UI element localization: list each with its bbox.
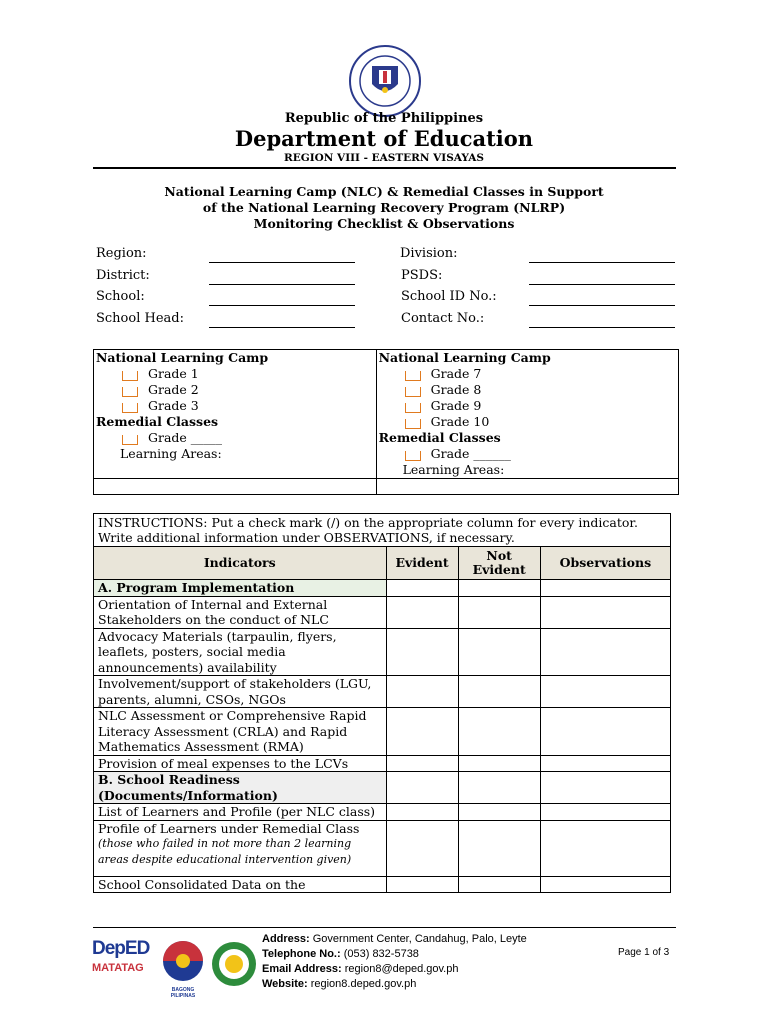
footer-divider (93, 927, 676, 928)
not-evident-cell[interactable] (458, 580, 540, 597)
remedial-left-grade-label: Grade _____ (148, 430, 223, 445)
footer-phone-line (262, 947, 527, 962)
grade-8-option[interactable] (379, 382, 676, 398)
nlc-grade-table (93, 349, 679, 495)
grade-3-option[interactable] (96, 398, 374, 414)
grade-8-label: Grade 8 (430, 382, 482, 397)
bagong-pilipinas-text: BAGONG PILIPINAS (170, 987, 196, 999)
nlc-left-cell (94, 350, 377, 479)
email-label: Email Address: (262, 963, 342, 975)
title-line-2: of the National Learning Recovery Program (NLRP) (202, 200, 566, 215)
address-label: Address: (262, 933, 310, 945)
col-observations: Observations (540, 547, 670, 580)
nlc-right-cell (376, 350, 678, 479)
grade-3-checkbox[interactable] (122, 403, 138, 413)
col-not-evident: Not Evident (458, 547, 540, 580)
bagong-pilipinas-emblem (160, 939, 206, 983)
instructions-text: INSTRUCTIONS: Put a check mark (/) on the appropriate column for every indicator. Write additional information under OBSERVATIONS, if necessary. (94, 514, 671, 547)
learning-areas-right-blank[interactable] (376, 479, 678, 495)
region-heading: REGION VIII - EASTERN VISAYAS (284, 152, 484, 164)
school-input-line[interactable] (209, 305, 355, 306)
not-evident-cell[interactable] (458, 708, 540, 756)
grade-2-checkbox[interactable] (122, 387, 138, 397)
grade-10-label: Grade 10 (430, 414, 490, 429)
evident-cell[interactable] (386, 876, 458, 893)
evident-cell[interactable] (386, 755, 458, 772)
evident-cell[interactable] (386, 596, 458, 628)
nlc-left-heading: National Learning Camp (96, 350, 269, 365)
remedial-left-grade-option[interactable] (96, 430, 374, 446)
grade-9-checkbox[interactable] (405, 403, 421, 413)
col-evident: Evident (386, 547, 458, 580)
observations-cell[interactable] (540, 628, 670, 676)
col-indicators: Indicators (94, 547, 387, 580)
observations-cell[interactable] (540, 820, 670, 876)
observations-cell[interactable] (540, 876, 670, 893)
not-evident-cell[interactable] (458, 876, 540, 893)
grade-7-checkbox[interactable] (405, 371, 421, 381)
not-evident-cell[interactable] (458, 755, 540, 772)
district-label: District: (96, 268, 150, 283)
bagong-pilipinas-logo (160, 939, 210, 999)
grade-8-checkbox[interactable] (405, 387, 421, 397)
not-evident-cell[interactable] (458, 628, 540, 676)
indicator-a5: Provision of meal expenses to the LCVs (94, 755, 387, 772)
address-value: Government Center, Candahug, Palo, Leyte (312, 933, 527, 945)
not-evident-cell[interactable] (458, 596, 540, 628)
footer-web-line (262, 977, 527, 992)
phone-value: (053) 832-5738 (343, 948, 419, 960)
remedial-left-checkbox[interactable] (122, 435, 138, 445)
grade-10-checkbox[interactable] (405, 419, 421, 429)
indicator-b2 (94, 820, 387, 876)
deped-seal-logo (348, 44, 422, 118)
observations-cell[interactable] (540, 772, 670, 804)
grade-7-option[interactable] (379, 366, 676, 382)
remedial-right-grade-option[interactable] (379, 446, 676, 462)
footer-contact-block (262, 932, 527, 992)
matatag-logo-text: MATATAG (92, 962, 144, 974)
page-number: Page 1 of 3 (618, 947, 670, 958)
observations-cell[interactable] (540, 755, 670, 772)
remedial-left-heading: Remedial Classes (96, 414, 219, 429)
not-evident-cell[interactable] (458, 772, 540, 804)
evident-cell[interactable] (386, 772, 458, 804)
web-label: Website: (262, 978, 308, 990)
grade-9-label: Grade 9 (430, 398, 482, 413)
psds-label: PSDS: (401, 268, 443, 283)
remedial-right-heading: Remedial Classes (378, 430, 501, 445)
evident-cell[interactable] (386, 820, 458, 876)
section-b-heading: B. School Readiness (Documents/Information) (94, 772, 387, 804)
indicator-a3: Involvement/support of stakeholders (LGU, parents, alumni, CSOs, NGOs (94, 676, 387, 708)
indicator-b1: List of Learners and Profile (per NLC class) (94, 804, 387, 821)
grade-2-option[interactable] (96, 382, 374, 398)
section-a-heading: A. Program Implementation (94, 580, 387, 597)
indicator-a4: NLC Assessment or Comprehensive Rapid Literacy Assessment (CRLA) and Rapid Mathematics Assessment (RMA) (94, 708, 387, 756)
department-heading: Department of Education (234, 126, 534, 151)
grade-2-label: Grade 2 (148, 382, 199, 397)
evident-cell[interactable] (386, 676, 458, 708)
document-title (0, 184, 768, 232)
observations-cell[interactable] (540, 596, 670, 628)
indicators-checklist-table (93, 513, 671, 893)
phone-label: Telephone No.: (262, 948, 341, 960)
grade-7-label: Grade 7 (430, 366, 482, 381)
school-head-label: School Head: (96, 311, 184, 326)
evident-cell[interactable] (386, 708, 458, 756)
footer-address-line (262, 932, 527, 947)
region-label: Region: (96, 246, 147, 261)
indicator-a1: Orientation of Internal and External Stakeholders on the conduct of NLC (94, 596, 387, 628)
header-divider (93, 167, 676, 169)
evident-cell[interactable] (386, 804, 458, 821)
indicator-b3: School Consolidated Data on the (94, 876, 387, 893)
evident-cell[interactable] (386, 580, 458, 597)
contact-label: Contact No.: (401, 311, 485, 326)
observations-cell[interactable] (540, 708, 670, 756)
learning-areas-left-blank[interactable] (94, 479, 377, 495)
nlc-right-heading: National Learning Camp (378, 350, 551, 365)
grade-1-checkbox[interactable] (122, 371, 138, 381)
learning-areas-right-label: Learning Areas: (402, 462, 505, 477)
web-value[interactable]: region8.deped.gov.ph (310, 978, 417, 990)
email-value[interactable]: region8@deped.gov.ph (344, 963, 459, 975)
observations-cell[interactable] (540, 676, 670, 708)
grade-3-label: Grade 3 (148, 398, 199, 413)
grade-1-option[interactable] (96, 366, 374, 382)
contact-input-line[interactable] (529, 327, 675, 328)
deped-logo-text: DepED (92, 938, 150, 959)
footer-email-line (262, 962, 527, 977)
grade-10-option[interactable] (379, 414, 676, 430)
district-input-line[interactable] (209, 284, 355, 285)
school-head-input-line[interactable] (209, 327, 355, 328)
remedial-right-grade-label: Grade ______ (430, 446, 511, 461)
not-evident-cell[interactable] (458, 820, 540, 876)
region-input-line[interactable] (209, 262, 355, 263)
title-line-1: National Learning Camp (NLC) & Remedial Classes in Support (164, 184, 604, 199)
division-input-line[interactable] (529, 262, 675, 263)
not-evident-cell[interactable] (458, 804, 540, 821)
indicator-b2-text: Profile of Learners under Remedial Class (98, 820, 360, 836)
psds-input-line[interactable] (529, 284, 675, 285)
school-id-input-line[interactable] (529, 305, 675, 306)
school-id-label: School ID No.: (401, 289, 497, 304)
region-viii-seal (210, 940, 258, 988)
indicator-b2-note: (those who failed in not more than 2 learning areas despite educational intervention given) (98, 837, 352, 866)
observations-cell[interactable] (540, 804, 670, 821)
deped-matatag-logo (92, 938, 152, 974)
grade-1-label: Grade 1 (148, 366, 199, 381)
title-line-3: Monitoring Checklist & Observations (253, 216, 515, 231)
observations-cell[interactable] (540, 580, 670, 597)
evident-cell[interactable] (386, 628, 458, 676)
school-label: School: (96, 289, 145, 304)
division-label: Division: (400, 246, 458, 261)
remedial-right-checkbox[interactable] (405, 451, 421, 461)
grade-9-option[interactable] (379, 398, 676, 414)
not-evident-cell[interactable] (458, 676, 540, 708)
learning-areas-left-label: Learning Areas: (120, 446, 222, 461)
indicator-a2: Advocacy Materials (tarpaulin, flyers, leaflets, posters, social media announcements) availability (94, 628, 387, 676)
republic-heading: Republic of the Philippines (284, 111, 484, 126)
